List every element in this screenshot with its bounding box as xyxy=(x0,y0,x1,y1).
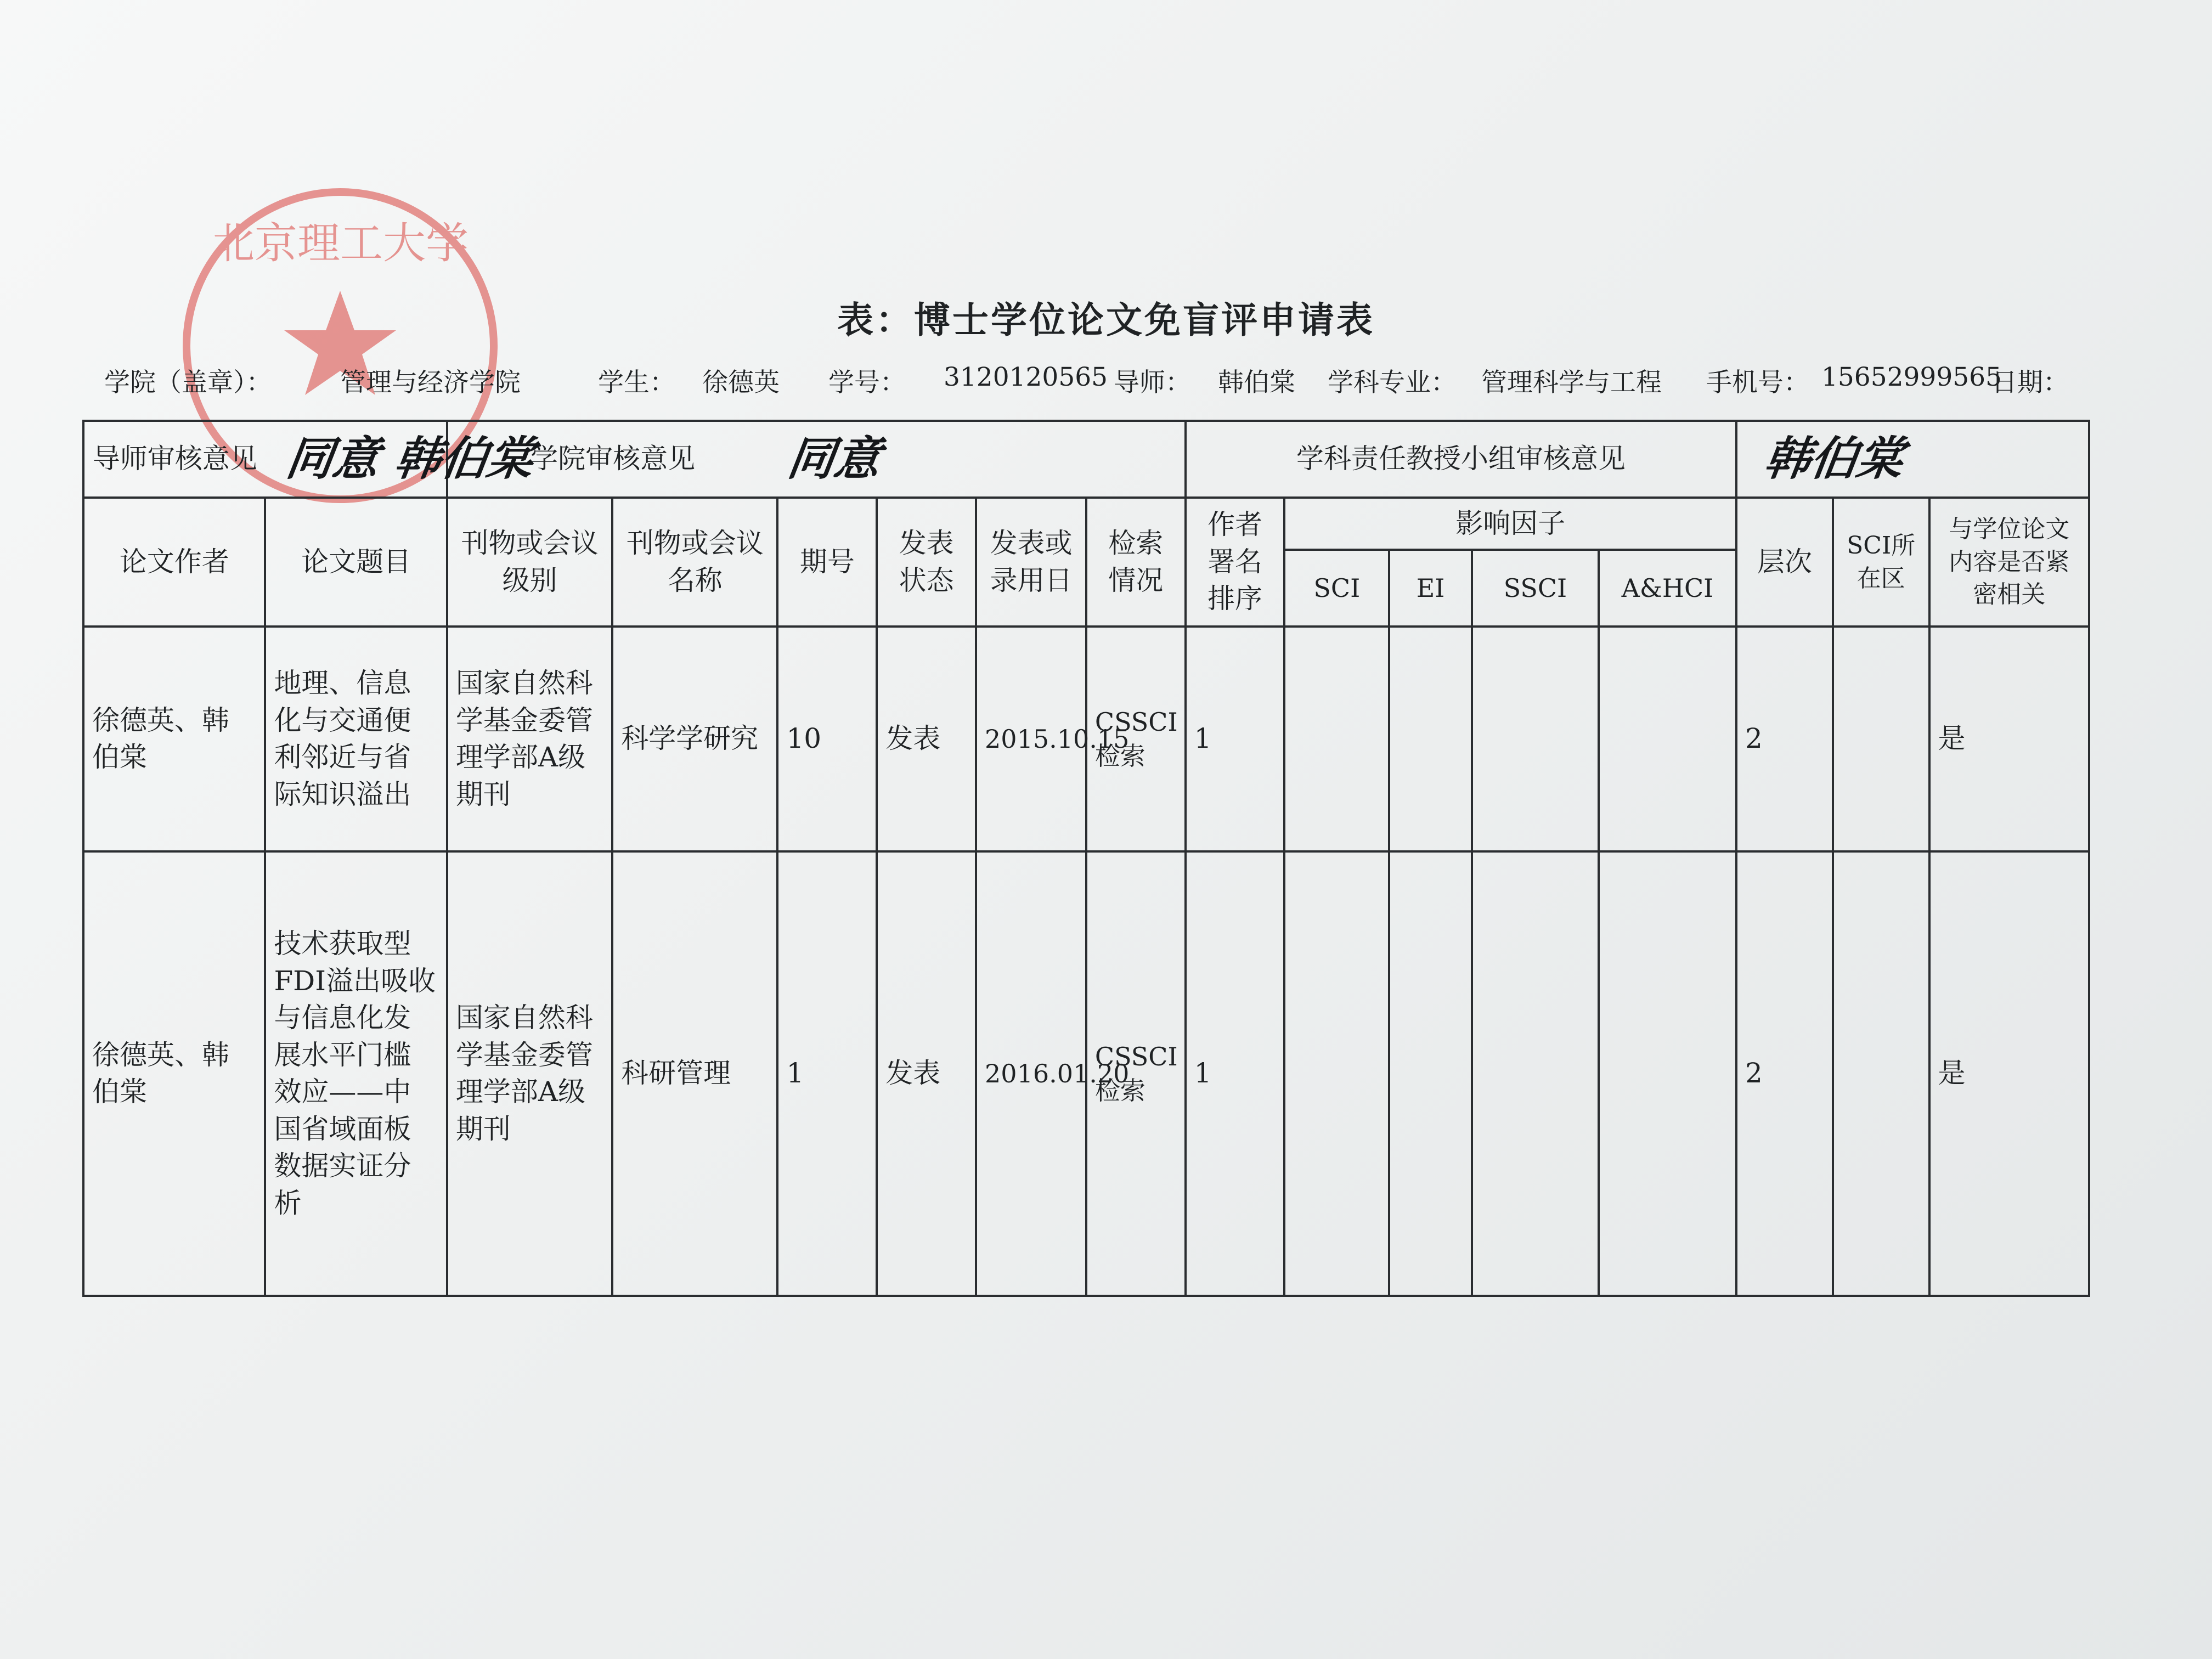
application-table xyxy=(82,420,2090,1297)
header-row-1 xyxy=(83,498,2089,550)
row2-author: 徐德英、韩伯棠 xyxy=(83,851,265,1296)
row1-tier: 2 xyxy=(1736,627,1833,851)
student-label: 学生： xyxy=(598,368,675,398)
row1-index: CSSCI检索 xyxy=(1086,627,1186,851)
row2-ei xyxy=(1389,851,1472,1296)
row1-author: 徐德英、韩伯棠 xyxy=(83,627,265,851)
header-ei: EI xyxy=(1389,550,1472,627)
header-sci-zone: SCI所在区 xyxy=(1833,498,1929,627)
advisor-value: 韩伯棠 xyxy=(1218,368,1295,398)
header-tier: 层次 xyxy=(1736,498,1833,627)
date-label: 日期： xyxy=(1991,368,2069,398)
header-status: 发表状态 xyxy=(877,498,976,627)
header-impact-factor: 影响因子 xyxy=(1284,498,1736,550)
table-row xyxy=(83,627,2089,851)
major-label: 学科专业： xyxy=(1328,368,1457,398)
row1-venue: 科学学研究 xyxy=(612,627,777,851)
row2-issue: 1 xyxy=(777,851,877,1296)
advisor-opinion-cell xyxy=(265,421,538,498)
form-info-line xyxy=(104,362,2205,406)
header-index: 检索情况 xyxy=(1086,498,1186,627)
row1-level: 国家自然科学基金委管理学部A级期刊 xyxy=(447,627,612,851)
header-sci: SCI xyxy=(1284,550,1389,627)
header-issue: 期号 xyxy=(777,498,877,627)
student-id-label: 学号： xyxy=(828,368,906,398)
row1-status: 发表 xyxy=(877,627,976,851)
header-level: 刊物或会议级别 xyxy=(447,498,612,627)
college-opinion-label: 学院审核意见 xyxy=(447,421,778,498)
header-ahci: A&HCI xyxy=(1599,550,1736,627)
committee-opinion-cell xyxy=(1736,421,2089,498)
row1-ei xyxy=(1389,627,1472,851)
svg-text:北京理工大学: 北京理工大学 xyxy=(211,219,469,268)
row2-order: 1 xyxy=(1186,851,1285,1296)
committee-opinion-label: 学科责任教授小组审核意见 xyxy=(1186,421,1736,498)
row2-sci-zone xyxy=(1833,851,1929,1296)
form-title: 表：博士学位论文免盲评申请表 xyxy=(837,299,1375,341)
row2-date: 2016.01.20 xyxy=(976,851,1086,1296)
student-id-value: 3120120565 xyxy=(944,362,1108,392)
major-value: 管理科学与工程 xyxy=(1481,368,1662,398)
header-venue: 刊物或会议名称 xyxy=(612,498,777,627)
row2-sci xyxy=(1284,851,1389,1296)
header-author: 论文作者 xyxy=(83,498,265,627)
review-row xyxy=(83,421,2089,498)
phone-label: 手机号： xyxy=(1706,368,1809,398)
row1-date: 2015.10.15 xyxy=(976,627,1086,851)
row2-index: CSSCI检索 xyxy=(1086,851,1186,1296)
header-paper-title: 论文题目 xyxy=(265,498,447,627)
row2-venue: 科研管理 xyxy=(612,851,777,1296)
advisor-signature: 同意 韩伯棠 xyxy=(283,431,538,486)
row1-ahci xyxy=(1599,627,1736,851)
advisor-label: 导师： xyxy=(1114,368,1191,398)
row2-tier: 2 xyxy=(1736,851,1833,1296)
row1-issue: 10 xyxy=(777,627,877,851)
college-value: 管理与经济学院 xyxy=(340,368,521,398)
row1-relevance: 是 xyxy=(1929,627,2089,851)
phone-value: 15652999565 xyxy=(1821,362,2002,392)
header-order: 作者署名排序 xyxy=(1186,498,1285,627)
student-value: 徐德英 xyxy=(702,368,780,398)
header-relevance: 与学位论文内容是否紧密相关 xyxy=(1929,498,2089,627)
row1-ssci xyxy=(1472,627,1599,851)
row2-paper-title: 技术获取型FDI溢出吸收与信息化发展水平门槛效应——中国省域面板数据实证分析 xyxy=(265,851,447,1296)
row1-sci xyxy=(1284,627,1389,851)
advisor-opinion-label: 导师审核意见 xyxy=(83,421,265,498)
row1-order: 1 xyxy=(1186,627,1285,851)
college-label: 学院（盖章）： xyxy=(104,368,272,398)
row2-status: 发表 xyxy=(877,851,976,1296)
committee-signature: 韩伯棠 xyxy=(1761,431,1908,486)
row2-ahci xyxy=(1599,851,1736,1296)
row2-relevance: 是 xyxy=(1929,851,2089,1296)
row2-ssci xyxy=(1472,851,1599,1296)
row1-sci-zone xyxy=(1833,627,1929,851)
college-signature: 同意 xyxy=(785,431,885,486)
row2-level: 国家自然科学基金委管理学部A级期刊 xyxy=(447,851,612,1296)
college-opinion-cell xyxy=(777,421,1185,498)
table-row xyxy=(83,851,2089,1296)
header-date: 发表或录用日 xyxy=(976,498,1086,627)
header-ssci: SSCI xyxy=(1472,550,1599,627)
row1-paper-title: 地理、信息化与交通便利邻近与省际知识溢出 xyxy=(265,627,447,851)
